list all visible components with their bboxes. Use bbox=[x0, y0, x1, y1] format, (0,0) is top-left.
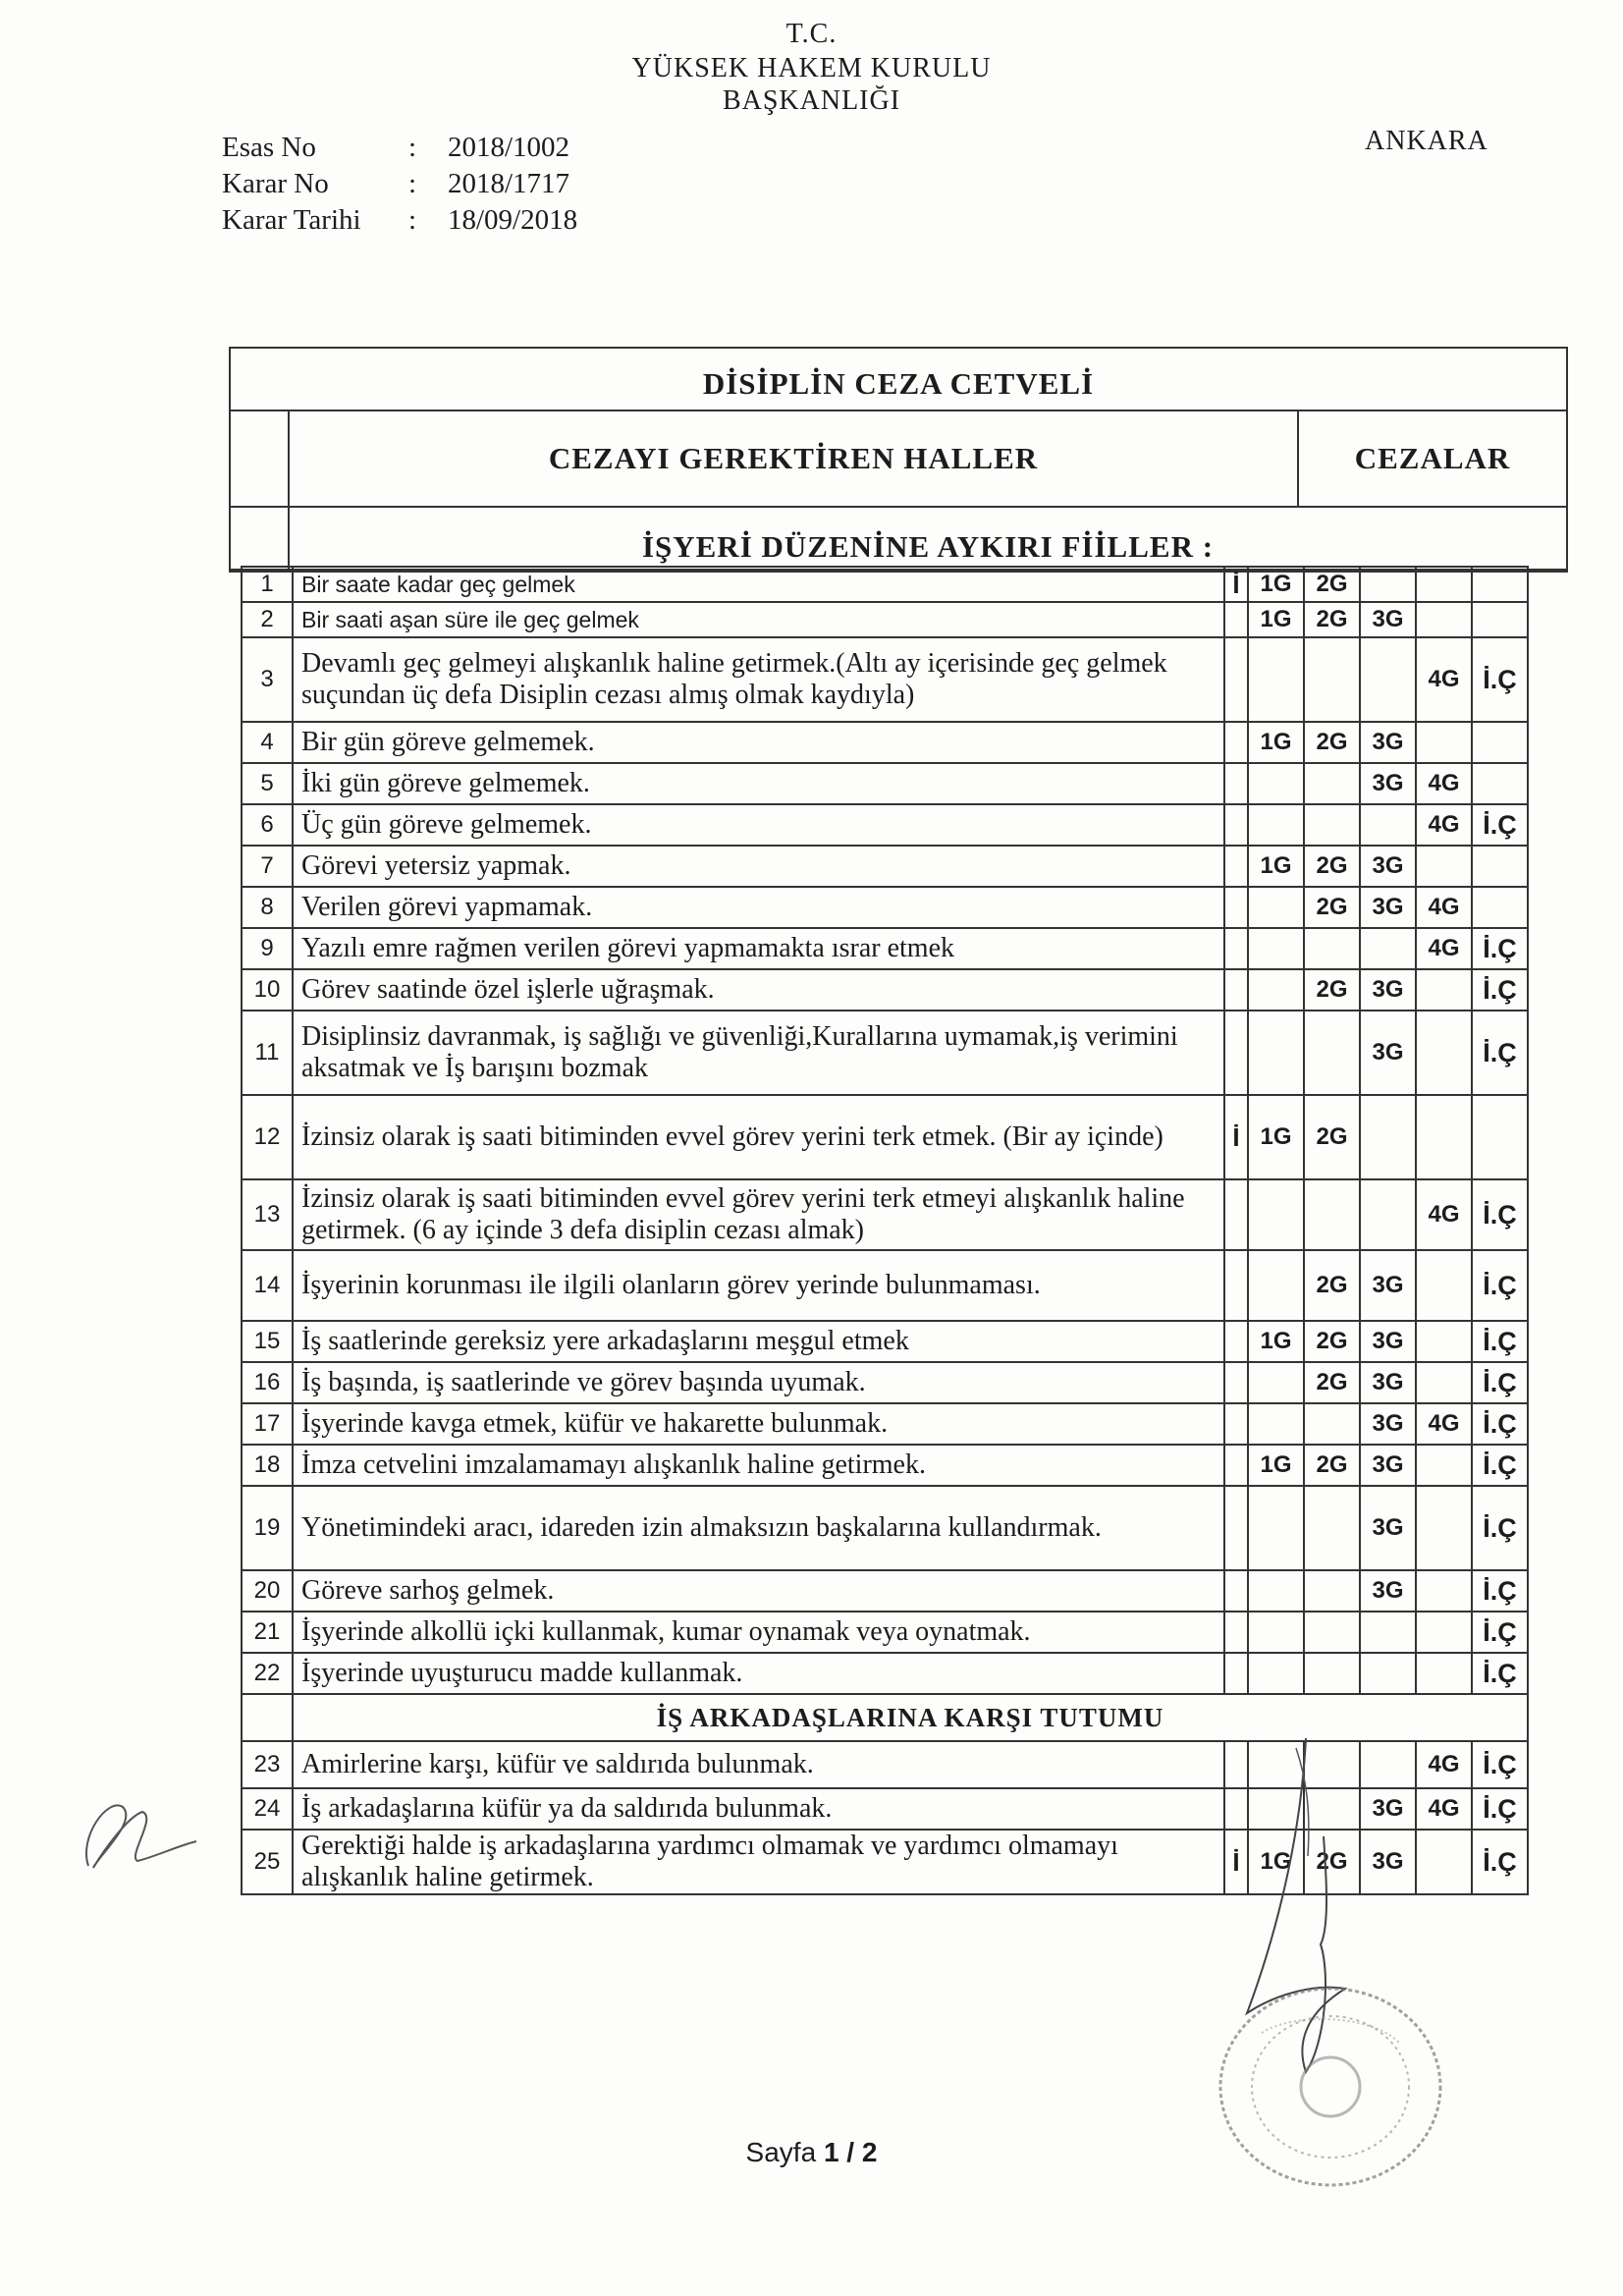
penalty-days-cell: 1G bbox=[1248, 1095, 1304, 1179]
table-row bbox=[242, 1570, 1528, 1612]
row-number: 10 bbox=[242, 969, 293, 1011]
penalty-days-cell: 1G bbox=[1248, 1445, 1304, 1486]
penalty-days-cell bbox=[1248, 1570, 1304, 1612]
offense-description: İmza cetvelini imzalamamayı alışkanlık haline getirmek. bbox=[293, 1445, 1224, 1486]
penalty-days-cell: 3G bbox=[1360, 1570, 1416, 1612]
penalty-days-cell bbox=[1360, 1612, 1416, 1653]
offense-description: İşyerinde uyuşturucu madde kullanmak. bbox=[293, 1653, 1224, 1694]
offense-description: Göreve sarhoş gelmek. bbox=[293, 1570, 1224, 1612]
offense-description: Amirlerine karşı, küfür ve saldırıda bulunmak. bbox=[293, 1741, 1224, 1788]
penalty-days-cell bbox=[1304, 1179, 1360, 1250]
penalty-days-cell: 2G bbox=[1304, 1095, 1360, 1179]
penalty-warning-cell bbox=[1224, 637, 1248, 722]
penalty-days-cell: 1G bbox=[1248, 846, 1304, 887]
offense-description: İzinsiz olarak iş saati bitiminden evvel görev yerini terk etmek. (Bir ay içinde) bbox=[293, 1095, 1224, 1179]
penalty-days-cell: 3G bbox=[1360, 1830, 1416, 1894]
penalty-warning-cell bbox=[1224, 602, 1248, 637]
table-row bbox=[242, 567, 1528, 602]
meta-value: 2018/1717 bbox=[448, 168, 570, 199]
penalty-days-cell bbox=[1416, 1612, 1472, 1653]
penalty-days-cell: 3G bbox=[1360, 1486, 1416, 1570]
row-number: 8 bbox=[242, 887, 293, 928]
penalty-days-cell: 2G bbox=[1304, 1321, 1360, 1362]
penalty-days-cell bbox=[1360, 567, 1416, 602]
meta-colon: : bbox=[408, 168, 417, 199]
section-title-workplace-order: İŞYERİ DÜZENİNE AYKIRI FİİLLER : bbox=[641, 529, 1215, 564]
penalty-days-cell bbox=[1304, 763, 1360, 804]
table-row bbox=[242, 1321, 1528, 1362]
penalty-warning-cell bbox=[1224, 1011, 1248, 1095]
meta-value: 18/09/2018 bbox=[448, 204, 578, 236]
penalty-days-cell bbox=[1304, 1612, 1360, 1653]
row-number: 24 bbox=[242, 1788, 293, 1830]
penalty-days-cell bbox=[1248, 1011, 1304, 1095]
row-number: 12 bbox=[242, 1095, 293, 1179]
penalty-days-cell bbox=[1248, 763, 1304, 804]
penalty-dismissal-cell: İ.Ç bbox=[1472, 928, 1528, 969]
offense-description: Üç gün göreve gelmemek. bbox=[293, 804, 1224, 846]
penalty-days-cell: 3G bbox=[1360, 1445, 1416, 1486]
penalty-days-cell bbox=[1416, 1653, 1472, 1694]
row-number: 13 bbox=[242, 1179, 293, 1250]
penalty-days-cell bbox=[1248, 928, 1304, 969]
offense-description: Devamlı geç gelmeyi alışkanlık haline getirmek.(Altı ay içerisinde geç gelmek suçundan üç defa Disiplin cezası almış olmak kaydıyla) bbox=[293, 637, 1224, 722]
offense-description: Verilen görevi yapmamak. bbox=[293, 887, 1224, 928]
penalty-days-cell: 1G bbox=[1248, 567, 1304, 602]
penalty-warning-cell bbox=[1224, 1486, 1248, 1570]
penalty-dismissal-cell: İ.Ç bbox=[1472, 1250, 1528, 1321]
initials-signature bbox=[69, 1777, 216, 1886]
penalty-days-cell: 3G bbox=[1360, 1250, 1416, 1321]
row-number: 22 bbox=[242, 1653, 293, 1694]
penalty-warning-cell bbox=[1224, 1653, 1248, 1694]
section-header-row bbox=[231, 508, 1566, 571]
table-row bbox=[242, 1011, 1528, 1095]
penalty-days-cell bbox=[1248, 1403, 1304, 1445]
penalty-days-cell: 2G bbox=[1304, 567, 1360, 602]
penalty-days-cell: 3G bbox=[1360, 1362, 1416, 1403]
penalty-days-cell bbox=[1416, 602, 1472, 637]
penalty-days-cell bbox=[1248, 1179, 1304, 1250]
penalty-days-cell bbox=[1248, 1362, 1304, 1403]
page-number: 1 bbox=[823, 2137, 839, 2167]
table-title: DİSİPLİN CEZA CETVELİ bbox=[231, 349, 1566, 411]
offense-description: İzinsiz olarak iş saati bitiminden evvel görev yerini terk etmeyi alışkanlık haline getirmek. (6 ay içinde 3 defa disiplin cezası almak) bbox=[293, 1179, 1224, 1250]
penalty-warning-cell bbox=[1224, 1362, 1248, 1403]
penalty-days-cell bbox=[1304, 1403, 1360, 1445]
row-number: 5 bbox=[242, 763, 293, 804]
meta-colon: : bbox=[408, 204, 417, 236]
penalty-days-cell bbox=[1248, 637, 1304, 722]
section-title-colleague-conduct: İŞ ARKADAŞLARINA KARŞI TUTUMU bbox=[293, 1694, 1528, 1741]
penalty-days-cell bbox=[1248, 1612, 1304, 1653]
penalty-warning-cell: İ bbox=[1224, 567, 1248, 602]
penalty-days-cell: 3G bbox=[1360, 1321, 1416, 1362]
penalty-days-cell: 1G bbox=[1248, 722, 1304, 763]
penalty-dismissal-cell: İ.Ç bbox=[1472, 1011, 1528, 1095]
row-number: 25 bbox=[242, 1830, 293, 1894]
row-number: 18 bbox=[242, 1445, 293, 1486]
penalty-warning-cell: İ bbox=[1224, 1095, 1248, 1179]
offense-description: Yönetimindeki aracı, idareden izin almaksızın başkalarına kullandırmak. bbox=[293, 1486, 1224, 1570]
row-number: 17 bbox=[242, 1403, 293, 1445]
offense-description: İşyerinin korunması ile ilgili olanların görev yerinde bulunmaması. bbox=[293, 1250, 1224, 1321]
row-number: 3 bbox=[242, 637, 293, 722]
penalty-days-cell: 3G bbox=[1360, 763, 1416, 804]
penalty-warning-cell bbox=[1224, 1321, 1248, 1362]
penalty-days-cell: 4G bbox=[1416, 804, 1472, 846]
penalty-warning-cell bbox=[1224, 722, 1248, 763]
penalty-days-cell bbox=[1304, 1653, 1360, 1694]
penalty-warning-cell bbox=[1224, 928, 1248, 969]
penalty-warning-cell bbox=[1224, 1612, 1248, 1653]
penalty-dismissal-cell: İ.Ç bbox=[1472, 1179, 1528, 1250]
cases-column-header: CEZAYI GEREKTİREN HALLER bbox=[290, 411, 1299, 506]
meta-label: Esas No bbox=[222, 132, 316, 163]
penalty-days-cell: 2G bbox=[1304, 1445, 1360, 1486]
row-number: 7 bbox=[242, 846, 293, 887]
penalty-warning-cell bbox=[1224, 887, 1248, 928]
page-label: Sayfa bbox=[745, 2137, 817, 2167]
offense-description: İş arkadaşlarına küfür ya da saldırıda bulunmak. bbox=[293, 1788, 1224, 1830]
case-no-row bbox=[222, 130, 577, 166]
penalty-days-cell bbox=[1416, 969, 1472, 1011]
penalty-dismissal-cell: İ.Ç bbox=[1472, 1788, 1528, 1830]
offense-description: İşyerinde kavga etmek, küfür ve hakarette bulunmak. bbox=[293, 1403, 1224, 1445]
row-number: 14 bbox=[242, 1250, 293, 1321]
penalty-days-cell: 4G bbox=[1416, 763, 1472, 804]
offense-description: Görevi yetersiz yapmak. bbox=[293, 846, 1224, 887]
penalty-days-cell bbox=[1360, 1095, 1416, 1179]
table-row bbox=[242, 1445, 1528, 1486]
decision-no-row bbox=[222, 166, 577, 202]
page-separator: / bbox=[846, 2137, 855, 2167]
penalty-days-cell bbox=[1416, 1445, 1472, 1486]
table-row bbox=[242, 1179, 1528, 1250]
penalty-days-cell bbox=[1248, 1653, 1304, 1694]
penalty-days-cell bbox=[1416, 1321, 1472, 1362]
offense-description: Bir gün göreve gelmemek. bbox=[293, 722, 1224, 763]
decision-date-row bbox=[222, 202, 577, 239]
offense-description: Bir saate kadar geç gelmek bbox=[293, 567, 1224, 602]
table-row bbox=[242, 1250, 1528, 1321]
penalty-days-cell bbox=[1416, 1250, 1472, 1321]
penalty-days-cell: 3G bbox=[1360, 1788, 1416, 1830]
penalty-days-cell: 2G bbox=[1304, 887, 1360, 928]
penalty-dismissal-cell: İ.Ç bbox=[1472, 1653, 1528, 1694]
penalty-days-cell: 4G bbox=[1416, 1741, 1472, 1788]
penalty-days-cell bbox=[1416, 1362, 1472, 1403]
table-row bbox=[242, 1362, 1528, 1403]
header-tc: T.C. bbox=[785, 19, 838, 49]
offense-description: İş başında, iş saatlerinde ve görev başında uyumak. bbox=[293, 1362, 1224, 1403]
table-row bbox=[242, 969, 1528, 1011]
penalty-days-cell: 3G bbox=[1360, 722, 1416, 763]
row-number: 6 bbox=[242, 804, 293, 846]
row-number: 1 bbox=[242, 567, 293, 602]
penalty-days-cell bbox=[1248, 1486, 1304, 1570]
penalty-dismissal-cell: İ.Ç bbox=[1472, 1612, 1528, 1653]
penalties-column-header: CEZALAR bbox=[1354, 441, 1511, 475]
penalty-warning-cell bbox=[1224, 1445, 1248, 1486]
meta-label: Karar No bbox=[222, 168, 329, 199]
table-row bbox=[242, 722, 1528, 763]
penalty-days-cell bbox=[1416, 722, 1472, 763]
penalty-dismissal-cell: İ.Ç bbox=[1472, 969, 1528, 1011]
row-number: 19 bbox=[242, 1486, 293, 1570]
penalty-days-cell bbox=[1360, 804, 1416, 846]
penalty-days-cell bbox=[1360, 928, 1416, 969]
table-row bbox=[242, 846, 1528, 887]
penalty-days-cell: 3G bbox=[1360, 887, 1416, 928]
penalty-dismissal-cell: İ.Ç bbox=[1472, 1486, 1528, 1570]
penalty-dismissal-cell: İ.Ç bbox=[1472, 637, 1528, 722]
penalty-days-cell: 2G bbox=[1304, 722, 1360, 763]
penalty-dismissal-cell bbox=[1472, 887, 1528, 928]
meta-colon: : bbox=[408, 132, 417, 163]
penalty-days-cell bbox=[1304, 637, 1360, 722]
penalty-days-cell bbox=[1360, 637, 1416, 722]
penalty-days-cell: 4G bbox=[1416, 1179, 1472, 1250]
penalty-days-cell: 3G bbox=[1360, 969, 1416, 1011]
penalty-days-cell: 4G bbox=[1416, 637, 1472, 722]
penalty-days-cell bbox=[1416, 1570, 1472, 1612]
table-row bbox=[242, 637, 1528, 722]
number-column-header bbox=[231, 411, 290, 506]
penalty-days-cell bbox=[1416, 1486, 1472, 1570]
penalty-dismissal-cell bbox=[1472, 846, 1528, 887]
penalty-warning-cell bbox=[1224, 969, 1248, 1011]
penalty-table-header bbox=[229, 347, 1568, 573]
penalty-dismissal-cell bbox=[1472, 567, 1528, 602]
penalty-days-cell: 1G bbox=[1248, 602, 1304, 637]
row-number: 4 bbox=[242, 722, 293, 763]
table-row bbox=[242, 1095, 1528, 1179]
penalty-dismissal-cell bbox=[1472, 602, 1528, 637]
table-row bbox=[242, 928, 1528, 969]
penalty-days-cell: 2G bbox=[1304, 969, 1360, 1011]
penalty-warning-cell bbox=[1224, 1250, 1248, 1321]
meta-label: Karar Tarihi bbox=[222, 204, 361, 236]
page-total: 2 bbox=[861, 2137, 878, 2167]
penalty-days-cell: 2G bbox=[1304, 1250, 1360, 1321]
penalty-days-cell: 1G bbox=[1248, 1830, 1304, 1894]
penalty-dismissal-cell: İ.Ç bbox=[1472, 1741, 1528, 1788]
section-number-cell bbox=[231, 508, 290, 569]
penalty-days-cell bbox=[1416, 1095, 1472, 1179]
page-footer bbox=[0, 2137, 1623, 2168]
table-row bbox=[242, 1612, 1528, 1653]
penalty-days-cell: 4G bbox=[1416, 1403, 1472, 1445]
offense-description: İki gün göreve gelmemek. bbox=[293, 763, 1224, 804]
row-number: 20 bbox=[242, 1570, 293, 1612]
penalty-dismissal-cell: İ.Ç bbox=[1472, 804, 1528, 846]
penalty-warning-cell bbox=[1224, 1179, 1248, 1250]
penalty-days-cell: 2G bbox=[1304, 1830, 1360, 1894]
row-number: 15 bbox=[242, 1321, 293, 1362]
penalty-dismissal-cell: İ.Ç bbox=[1472, 1570, 1528, 1612]
penalty-days-cell bbox=[1248, 887, 1304, 928]
penalty-days-cell bbox=[1416, 1011, 1472, 1095]
penalty-days-cell: 2G bbox=[1304, 1362, 1360, 1403]
penalty-warning-cell bbox=[1224, 846, 1248, 887]
table-row bbox=[242, 804, 1528, 846]
penalty-days-cell: 3G bbox=[1360, 846, 1416, 887]
row-number: 11 bbox=[242, 1011, 293, 1095]
penalty-warning-cell bbox=[1224, 804, 1248, 846]
penalty-days-cell bbox=[1416, 846, 1472, 887]
penalty-days-cell bbox=[1304, 804, 1360, 846]
row-number: 23 bbox=[242, 1741, 293, 1788]
rules-table-part1 bbox=[241, 566, 1529, 1695]
penalty-days-cell bbox=[1304, 928, 1360, 969]
table-row bbox=[242, 887, 1528, 928]
penalty-days-cell: 3G bbox=[1360, 1011, 1416, 1095]
penalty-days-cell bbox=[1248, 1250, 1304, 1321]
row-number: 16 bbox=[242, 1362, 293, 1403]
penalty-days-cell: 4G bbox=[1416, 928, 1472, 969]
penalty-days-cell bbox=[1360, 1653, 1416, 1694]
penalty-dismissal-cell: İ.Ç bbox=[1472, 1321, 1528, 1362]
penalty-dismissal-cell: İ.Ç bbox=[1472, 1445, 1528, 1486]
penalty-dismissal-cell: İ.Ç bbox=[1472, 1403, 1528, 1445]
penalty-dismissal-cell bbox=[1472, 722, 1528, 763]
row-number: 9 bbox=[242, 928, 293, 969]
penalty-days-cell bbox=[1304, 1570, 1360, 1612]
penalty-days-cell bbox=[1248, 804, 1304, 846]
column-header-row bbox=[231, 411, 1566, 508]
offense-description: Bir saati aşan süre ile geç gelmek bbox=[293, 602, 1224, 637]
offense-description: Disiplinsiz davranmak, iş sağlığı ve güvenliği,Kurallarına uymamak,iş verimini aksatmak ve İş barışını bozmak bbox=[293, 1011, 1224, 1095]
header-presidency: BAŞKANLIĞI bbox=[722, 85, 901, 116]
penalty-warning-cell bbox=[1224, 1403, 1248, 1445]
table-row bbox=[242, 1486, 1528, 1570]
penalty-warning-cell bbox=[1224, 1570, 1248, 1612]
penalty-days-cell: 4G bbox=[1416, 887, 1472, 928]
penalty-days-cell bbox=[1304, 1011, 1360, 1095]
header-institution: YÜKSEK HAKEM KURULU bbox=[631, 53, 992, 83]
table-row bbox=[242, 1403, 1528, 1445]
penalty-days-cell bbox=[1416, 567, 1472, 602]
meta-value: 2018/1002 bbox=[448, 132, 570, 163]
penalty-days-cell: 4G bbox=[1416, 1788, 1472, 1830]
case-info bbox=[222, 130, 577, 239]
penalty-days-cell: 1G bbox=[1248, 1321, 1304, 1362]
offense-description: Gerektiği halde iş arkadaşlarına yardımcı olmamak ve yardımcı olmamayı alışkanlık haline getirmek. bbox=[293, 1830, 1224, 1894]
penalty-days-cell: 3G bbox=[1360, 602, 1416, 637]
penalty-warning-cell bbox=[1224, 763, 1248, 804]
offense-description: İşyerinde alkollü içki kullanmak, kumar oynamak veya oynatmak. bbox=[293, 1612, 1224, 1653]
penalty-days-cell: 2G bbox=[1304, 846, 1360, 887]
offense-description: İş saatlerinde gereksiz yere arkadaşlarını meşgul etmek bbox=[293, 1321, 1224, 1362]
row-number: 21 bbox=[242, 1612, 293, 1653]
offense-description: Yazılı emre rağmen verilen görevi yapmamakta ısrar etmek bbox=[293, 928, 1224, 969]
penalty-days-cell bbox=[1248, 969, 1304, 1011]
table-row bbox=[242, 602, 1528, 637]
penalty-days-cell bbox=[1360, 1179, 1416, 1250]
offense-description: Görev saatinde özel işlerle uğraşmak. bbox=[293, 969, 1224, 1011]
row-number: 2 bbox=[242, 602, 293, 637]
penalty-dismissal-cell: İ.Ç bbox=[1472, 1362, 1528, 1403]
penalty-dismissal-cell bbox=[1472, 1095, 1528, 1179]
section-number-cell bbox=[242, 1694, 293, 1741]
city-label: ANKARA bbox=[1365, 126, 1488, 156]
penalty-warning-cell: İ bbox=[1224, 1830, 1248, 1894]
penalty-dismissal-cell: İ.Ç bbox=[1472, 1830, 1528, 1894]
table-row bbox=[242, 1653, 1528, 1694]
penalty-days-cell bbox=[1304, 1486, 1360, 1570]
penalty-days-cell: 3G bbox=[1360, 1403, 1416, 1445]
penalty-days-cell: 2G bbox=[1304, 602, 1360, 637]
table-row bbox=[242, 763, 1528, 804]
penalty-dismissal-cell bbox=[1472, 763, 1528, 804]
